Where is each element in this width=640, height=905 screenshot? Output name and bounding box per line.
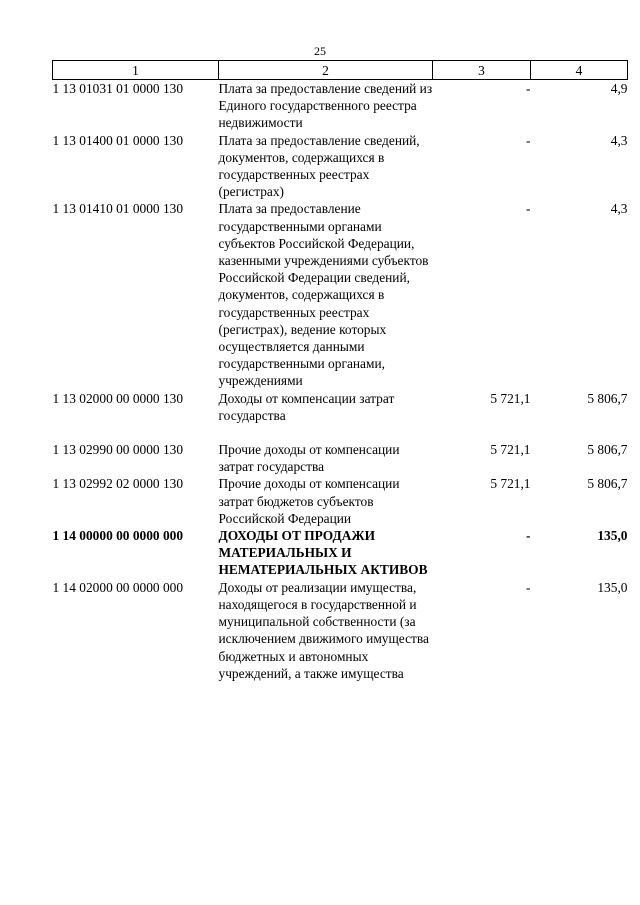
value-column-4: 135,0 <box>597 528 628 544</box>
value-column-4: 5 806,7 <box>587 390 628 406</box>
value-column-3: 5 721,1 <box>490 390 531 406</box>
table-row <box>53 132 628 201</box>
value-column-4: 5 806,7 <box>587 476 628 492</box>
revenue-code: 1 13 02000 00 0000 130 <box>52 390 184 406</box>
revenue-name: Прочие доходы от компенсации затрат бюджетов субъектов Российской Федерации <box>218 476 400 526</box>
table-row <box>53 80 628 132</box>
table-row <box>53 200 628 389</box>
revenue-code: 1 13 02990 00 0000 130 <box>52 442 184 458</box>
revenue-code: 1 13 01031 01 0000 130 <box>52 81 184 96</box>
value-column-4: 4,9 <box>610 81 628 96</box>
value-column-3: - <box>526 81 531 96</box>
revenue-code: 1 14 02000 00 0000 000 <box>52 579 184 595</box>
column-header-3: 3 <box>433 61 531 80</box>
revenue-name: ДОХОДЫ ОТ ПРОДАЖИ МАТЕРИАЛЬНЫХ И НЕМАТЕРИАЛЬНЫХ АКТИВОВ <box>218 528 428 578</box>
table-row <box>53 475 628 527</box>
revenue-code: 1 13 01400 01 0000 130 <box>52 132 184 148</box>
revenue-code: 1 13 02992 02 0000 130 <box>52 476 184 492</box>
table-row <box>53 390 628 441</box>
table-row <box>53 441 628 475</box>
revenue-code: 1 14 00000 00 0000 000 <box>52 528 184 544</box>
page-number: 25 <box>314 44 326 58</box>
value-column-3: - <box>526 579 531 595</box>
column-header-2: 2 <box>219 61 433 80</box>
value-column-3: - <box>526 132 531 148</box>
revenue-name: Доходы от реализации имущества, находящегося в государственной и муниципальной собственности (за исключением движимого имущества бюджетных и автономных учреждений, а также имущества <box>218 579 429 681</box>
budget-revenue-table <box>52 60 628 682</box>
value-column-3: 5 721,1 <box>490 476 531 492</box>
value-column-3: - <box>526 528 531 544</box>
column-header-4: 4 <box>531 61 628 80</box>
revenue-name: Прочие доходы от компенсации затрат государства <box>218 442 400 475</box>
column-header-1: 1 <box>53 61 219 80</box>
value-column-4: 4,3 <box>610 132 628 148</box>
value-column-4: 135,0 <box>597 579 628 595</box>
revenue-name: Доходы от компенсации затрат государства <box>218 390 395 423</box>
table-row-section-total <box>53 527 628 579</box>
table-row <box>53 579 628 682</box>
value-column-4: 4,3 <box>610 201 628 217</box>
revenue-code: 1 13 01410 01 0000 130 <box>52 201 184 217</box>
value-column-3: - <box>526 201 531 217</box>
revenue-name: Плата за предоставление сведений из Единого государственного реестра недвижимости <box>218 81 433 131</box>
value-column-4: 5 806,7 <box>587 442 628 458</box>
value-column-3: 5 721,1 <box>490 442 531 458</box>
revenue-name: Плата за предоставление сведений, документов, содержащихся в государственных реестрах (регистрах) <box>218 132 420 200</box>
revenue-name: Плата за предоставление государственными органами субъектов Российской Федерации, казенными учреждениями субъектов Российской Федерации сведений, документов, содержащихся в государственных реестрах (регистрах), ведение которых осуществляется данными государственными органами, учреждениями <box>218 201 429 389</box>
table-header-row <box>53 61 628 80</box>
